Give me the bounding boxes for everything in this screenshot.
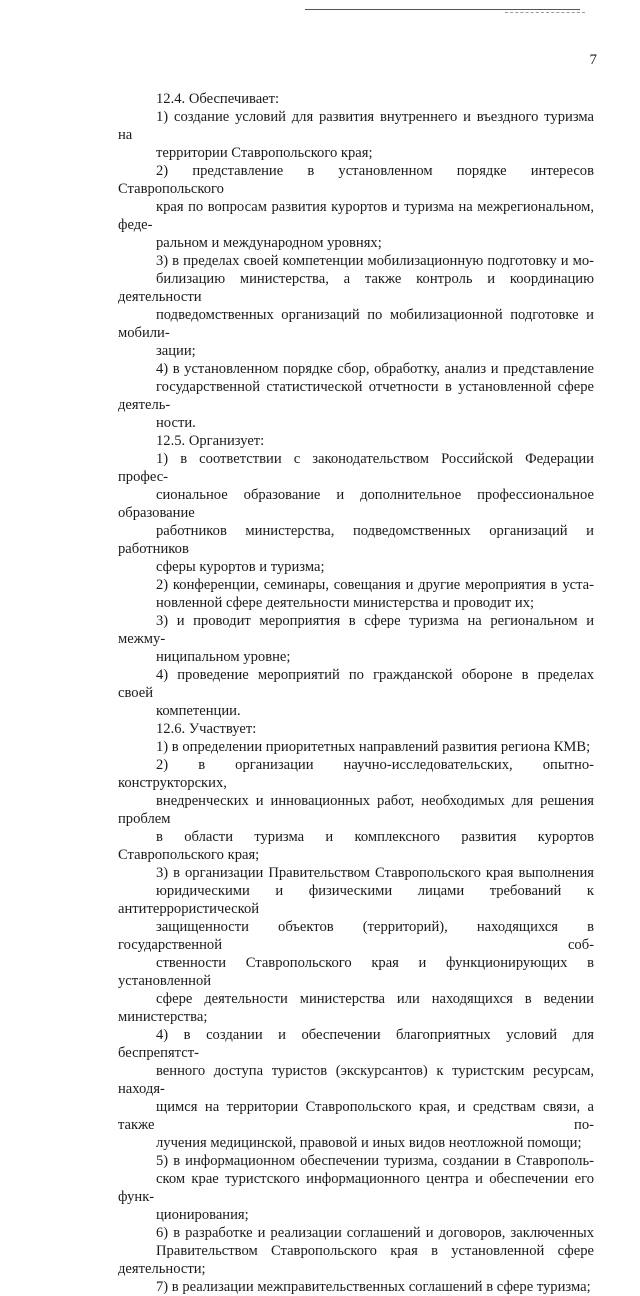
text-line: защищенности объектов (территорий), находящихся в государственной соб- [118, 919, 594, 953]
text-line: в области туризма и комплексного развития курортов Ставропольского края; [118, 829, 594, 863]
list-item [118, 1224, 594, 1278]
text-line: ниципальном уровне; [156, 649, 291, 665]
text-line: 1) в определении приоритетных направлений развития региона КМВ; [156, 739, 591, 755]
list-item [118, 1278, 594, 1296]
text-line: 3) и проводит мероприятия в сфере туризма на региональном и межму- [118, 613, 594, 647]
text-line: венного доступа туристов (экскурсантов) к туристским ресурсам, находя- [118, 1063, 594, 1097]
text-line: лучения медицинской, правовой и иных видов неотложной помощи; [156, 1135, 582, 1151]
header-rule [305, 9, 580, 10]
text-line: юридическими и физическими лицами требований к антитеррористической [118, 883, 594, 917]
text-line: сфере деятельности министерства или находящихся в ведении министерства; [118, 991, 594, 1025]
list-item [118, 576, 594, 612]
list-item [118, 360, 594, 432]
list-item [118, 756, 594, 864]
page-number: 7 [589, 52, 597, 68]
header-rule-faint [505, 12, 585, 13]
list-item [118, 864, 594, 1026]
text-line: территории Ставропольского края; [156, 145, 373, 161]
text-line: 2) конференции, семинары, совещания и другие мероприятия в уста- [156, 577, 594, 593]
section-heading: 12.5. Организует: [156, 433, 265, 449]
text-line: 4) в установленном порядке сбор, обработку, анализ и представление [156, 361, 594, 377]
text-line: 5) в информационном обеспечении туризма, создании в Ставрополь- [156, 1153, 594, 1169]
text-line: щимся на территории Ставропольского края, и средствам связи, а также по- [118, 1099, 594, 1133]
text-line: компетенции. [156, 703, 241, 719]
list-item [118, 450, 594, 576]
list-item [118, 612, 594, 666]
list-item [118, 666, 594, 720]
text-line: 3) в пределах своей компетенции мобилизационную подготовку и мо- [156, 253, 594, 269]
text-line: края по вопросам развития курортов и туризма на межрегиональном, феде- [118, 199, 594, 233]
text-line: 4) в создании и обеспечении благоприятных условий для беспрепятст- [118, 1027, 594, 1061]
text-line: 4) проведение мероприятий по гражданской обороне в пределах своей [118, 667, 594, 701]
text-line: зации; [156, 343, 196, 359]
text-line: Правительством Ставропольского края в установленной сфере деятельности; [118, 1243, 594, 1277]
list-item [118, 162, 594, 252]
section-heading: 12.4. Обеспечивает: [156, 91, 280, 107]
text-line: 3) в организации Правительством Ставропольского края выполнения [156, 865, 594, 881]
list-item [118, 1152, 594, 1224]
text-line: ральном и международном уровнях; [156, 235, 382, 251]
list-item [118, 252, 594, 360]
text-line: новленной сфере деятельности министерства и проводит их; [156, 595, 535, 611]
text-line: 1) в соответствии с законодательством Российской Федерации профес- [118, 451, 594, 485]
text-line: 1) создание условий для развития внутреннего и въездного туризма на [118, 109, 594, 143]
list-item [118, 1026, 594, 1152]
text-line: билизацию министерства, а также контроль и координацию деятельности [118, 271, 594, 305]
text-line: ственности Ставропольского края и функционирующих в установленной [118, 955, 594, 989]
text-line: сиональное образование и дополнительное профессиональное образование [118, 487, 594, 521]
text-line: ском крае туристского информационного центра и обеспечении его функ- [118, 1171, 594, 1205]
text-line: 7) в реализации межправительственных соглашений в сфере туризма; [156, 1279, 591, 1295]
text-line: работников министерства, подведомственных организаций и работников [118, 523, 594, 557]
text-line: сферы курортов и туризма; [156, 559, 325, 575]
text-line: ности. [156, 415, 196, 431]
text-line: 2) представление в установленном порядке интересов Ставропольского [118, 163, 594, 197]
text-line: внедренческих и инновационных работ, необходимых для решения проблем [118, 793, 594, 827]
document-body [118, 90, 594, 1296]
text-line: 6) в разработке и реализации соглашений и договоров, заключенных [156, 1225, 594, 1241]
list-item [118, 108, 594, 162]
text-line: ционирования; [156, 1207, 249, 1223]
text-line: 2) в организации научно-исследовательских, опытно-конструкторских, [118, 757, 594, 791]
text-line: государственной статистической отчетности в установленной сфере деятель- [118, 379, 594, 413]
list-item [118, 738, 594, 756]
section-heading: 12.6. Участвует: [156, 721, 257, 737]
text-line: подведомственных организаций по мобилизационной подготовке и мобили- [118, 307, 594, 341]
